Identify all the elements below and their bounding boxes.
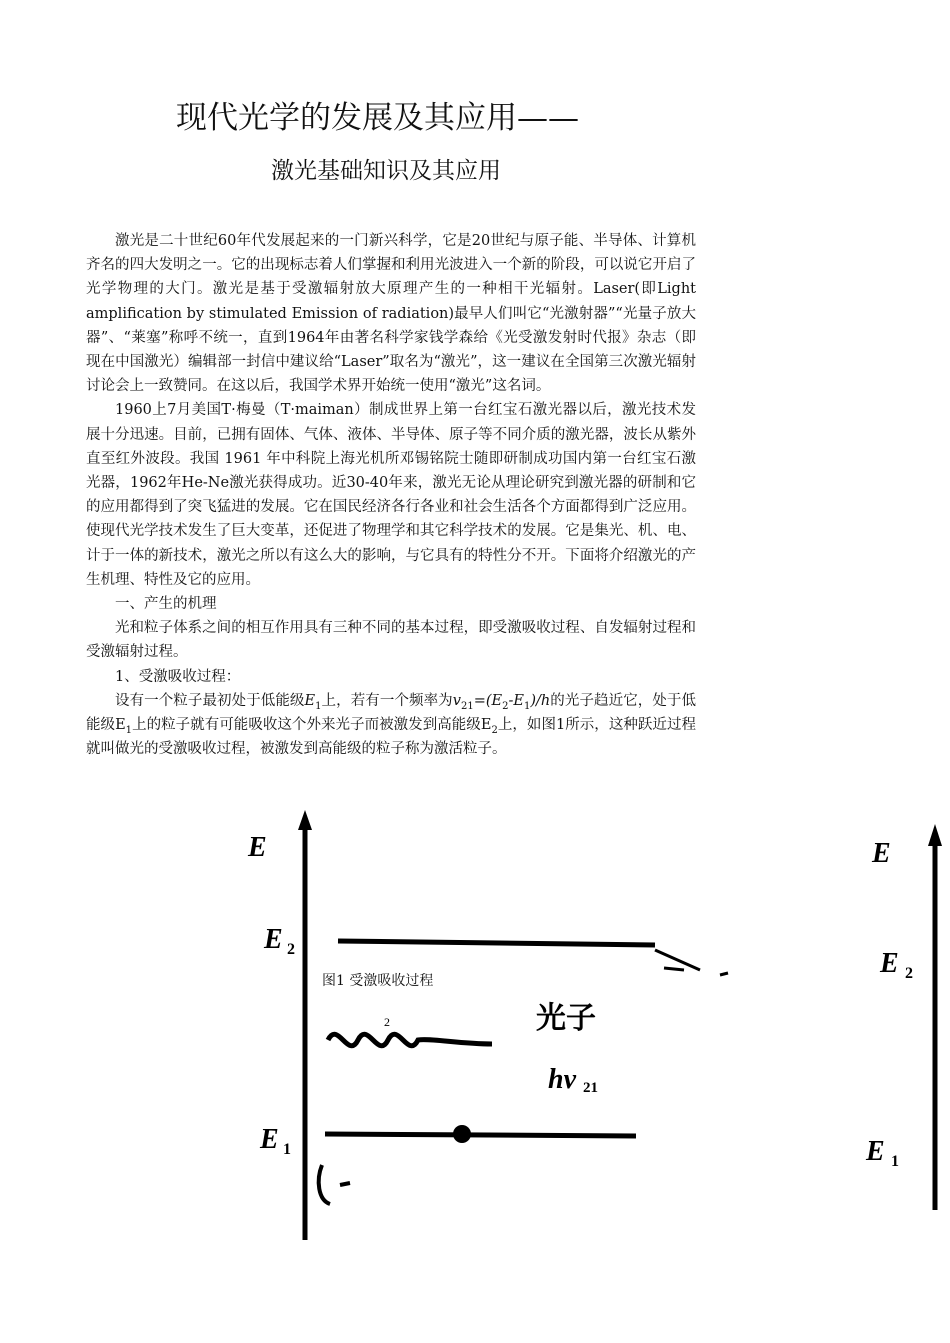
section-heading-mechanism: 一、产生的机理	[115, 596, 217, 613]
photon-energy-label: hν	[548, 1064, 576, 1095]
arrow-head-icon	[928, 824, 942, 846]
subscript: 2	[502, 700, 509, 712]
paragraph-history: 1960上7月美国T·梅曼（T·maiman）制成世界上第一台红宝石激光器以后，激光技术发展十分迅速。目前，已拥有固体、气体、液体、半导体、原子等不同介质的激光器，波长从紫外直至红外波段。我国 1961 年中科院上海光机所邓锡铭院士随即研制成功国内第一台红宝石激光器，1962年He-Ne激光获得成功。近30-40年来，激光无论从理论研究到激光器的研制和它的应用都得到了突飞猛进的发展。它在国民经济各行各业和社会生活各个方面都得到广泛应用。使现代光学技术发生了巨大变革，还促进了物理学和其它科学技术的发展。它是集光、机、电、计于一体的新技术，激光之所以有这么大的影响，与它具有的特性分不开。下面将介绍激光的产生机理、特性及它的应用。	[86, 402, 696, 588]
level-label-E1-right-sub: 1	[891, 1153, 899, 1170]
subsection-heading-absorption: 1、受激吸收过程：	[115, 668, 241, 685]
level-label-E1-right: E	[866, 1136, 885, 1167]
particle-dot	[453, 1125, 471, 1143]
scan-noise	[655, 950, 728, 975]
article-body	[86, 229, 696, 761]
stray-digit: 2	[384, 1015, 390, 1029]
subscript: 1	[125, 724, 133, 736]
level-label-E2-right: E	[880, 948, 899, 979]
text-run: 的光子趋近它，处于低能级E	[86, 692, 697, 734]
level-line-E2	[338, 941, 655, 945]
axis-label-E-right: E	[872, 838, 891, 869]
photon-energy-sub: 21	[583, 1080, 598, 1096]
symbol-v: v	[452, 692, 461, 709]
energy-level-diagram	[0, 800, 950, 1260]
paragraph-absorption	[86, 689, 696, 762]
arrow-head-icon	[298, 810, 312, 830]
text-run: 上，如图1所示，这种跃近过程就叫做光的受激吸收过程，被激发到高能级的粒子称为激活粒子。	[86, 717, 696, 758]
subscript: 2	[491, 724, 498, 736]
symbol-E: E	[304, 692, 316, 709]
paragraph-intro: 激光是二十世纪60年代发展起来的一门新兴科学，它是20世纪与原子能、半导体、计算机齐名的四大发明之一。它的出现标志着人们掌握和利用光波进入一个新的阶段，可以说它开启了光学物理的大门。激光是基于受激辐射放大原理产生的一种相干光辐射。Laser(即Light amplification by stimulated Emission of radiation)最早人们叫它“光激射器”“光量子放大器”、“莱塞”称呼不统一，直到1964年由著名科学家钱学森给《光受激发射时代报》杂志（即现在中国激光）编辑部一封信中建议给“Laser”取名为“激光”，这一建议在全国第三次激光辐射讨论会上一致赞同。在这以后，我国学术界开始统一使用“激光”这名词。	[86, 233, 696, 395]
page-subtitle: 激光基础知识及其应用	[271, 158, 501, 184]
scan-noise	[319, 1165, 350, 1204]
level-label-E1-sub: 1	[283, 1141, 291, 1158]
level-label-E1: E	[260, 1124, 279, 1155]
level-label-E2-right-sub: 2	[905, 965, 913, 982]
level-label-E2: E	[264, 924, 283, 955]
text-run: 上的粒子就有可能吸收这个外来光子而被激发到高能级E	[132, 717, 492, 734]
text-run: 上，若有一个频率为	[321, 692, 453, 709]
level-line-E1	[325, 1134, 636, 1136]
subscript: 21	[460, 700, 474, 712]
subscript: 1	[315, 700, 322, 712]
figure-absorption	[0, 800, 950, 1260]
page-title: 现代光学的发展及其应用——	[176, 100, 579, 136]
text-run: 设有一个粒子最初处于低能级	[115, 692, 305, 709]
axis-label-E: E	[248, 832, 267, 863]
equation-part: =(E	[473, 692, 503, 709]
paragraph-processes: 光和粒子体系之间的相互作用具有三种不同的基本过程，即受激吸收过程、自发辐射过程和受激辐射过程。	[86, 620, 696, 661]
figure-caption: 图1 受激吸收过程	[322, 973, 434, 989]
equation-part: -E	[508, 692, 524, 709]
photon-wave-icon	[328, 1034, 492, 1046]
level-label-E2-sub: 2	[287, 941, 295, 958]
equation-part: )/h	[530, 692, 551, 709]
subscript: 1	[523, 700, 531, 712]
photon-label: 光子	[536, 1001, 596, 1036]
